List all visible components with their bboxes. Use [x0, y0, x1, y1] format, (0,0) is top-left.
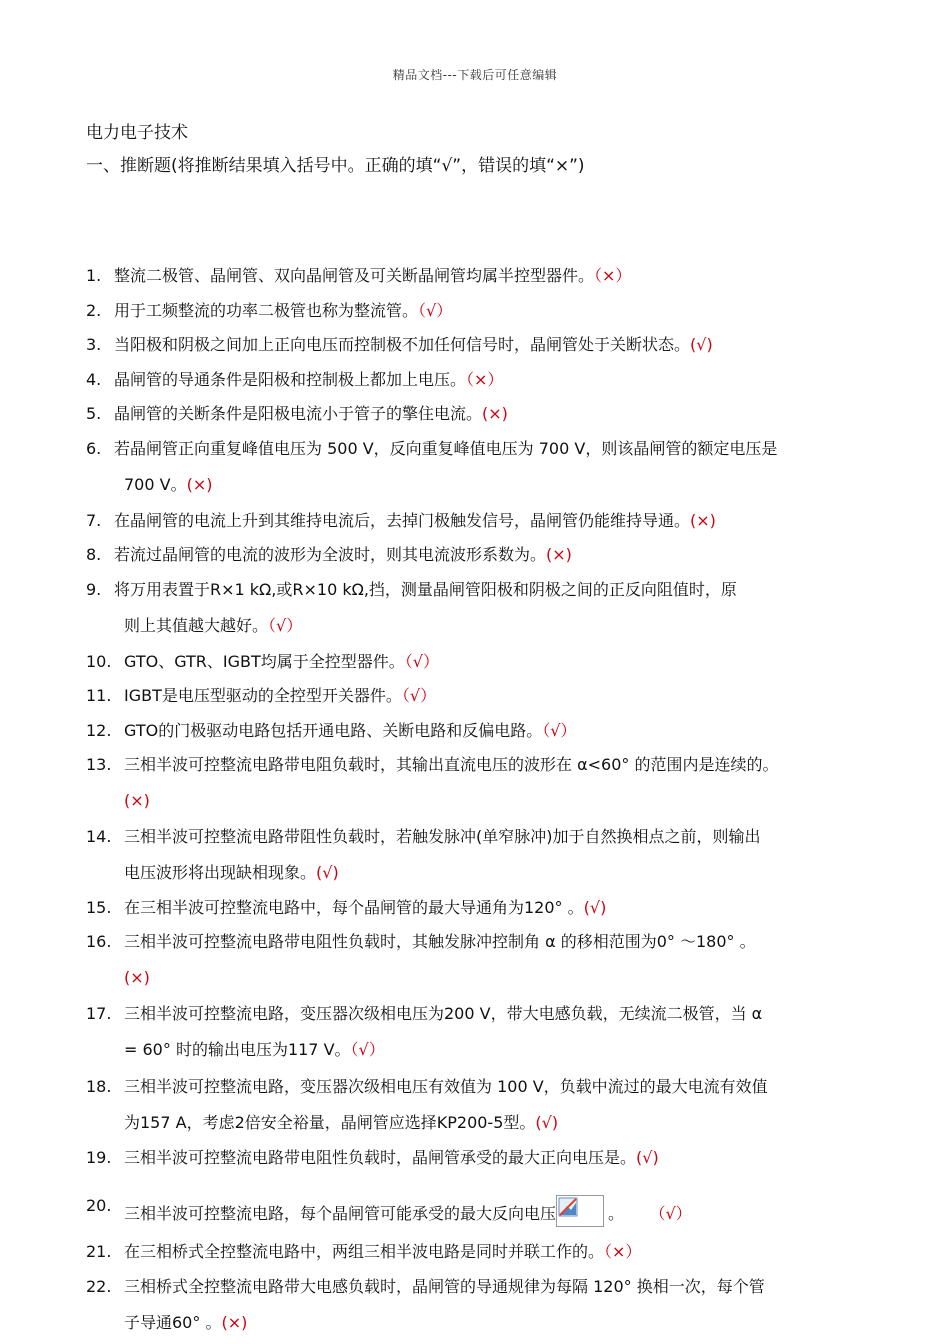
question-number: 6. [86, 439, 102, 458]
document-body [86, 118, 936, 1332]
question-number: 14. [86, 827, 112, 846]
section-heading: 一、推断题(将推断结果填入括号中。正确的填“√”，错误的填“×”) [86, 156, 585, 176]
question-text: 在晶闸管的电流上升到其维持电流后，去掉门极触发信号，晶闸管仍能维持导通。(×) [114, 511, 716, 530]
question-item [86, 1241, 936, 1263]
answer-mark: （×） [466, 370, 504, 389]
question-continuation: 子导通60° 。(×) [124, 1313, 248, 1332]
question-item [86, 1195, 936, 1227]
question-continuation: 700 V。(×) [124, 475, 213, 494]
answer-mark: (×) [186, 475, 213, 494]
answer-mark: (×) [221, 1313, 248, 1332]
question-item [86, 685, 936, 707]
question-item [86, 265, 936, 287]
question-text: 三相半波可控整流电路，变压器次级相电压有效值为 100 V，负载中流过的最大电流有效值 [124, 1077, 768, 1096]
answer-mark: (√) [583, 898, 607, 917]
question-text: 三相桥式全控整流电路带大电感负载时，晶闸管的导通规律为每隔 120° 换相一次，每个管 [124, 1277, 765, 1296]
question-text: GTO的门极驱动电路包括开通电路、关断电路和反偏电路。（√） [124, 721, 577, 740]
answer-mark: （√） [418, 301, 453, 320]
question-number: 11. [86, 686, 112, 705]
answer-mark: （√） [350, 1040, 385, 1059]
answer-mark: (×) [546, 545, 572, 564]
question-item [86, 438, 936, 496]
question-text: 三相半波可控整流电路，变压器次级相电压为200 V，带大电感负载，无续流二极管，当 α [124, 1004, 763, 1023]
question-number: 4. [86, 370, 102, 389]
answer-mark: （√） [268, 616, 303, 635]
answer-mark: (×) [124, 968, 150, 987]
question-number: 22. [86, 1277, 112, 1296]
question-number: 13. [86, 755, 112, 774]
question-item [86, 651, 936, 673]
question-number: 7. [86, 511, 102, 530]
question-item [86, 510, 936, 532]
question-number: 17. [86, 1004, 112, 1023]
question-continuation [86, 790, 936, 812]
question-text: 若晶闸管正向重复峰值电压为 500 V，反向重复峰值电压为 700 V，则该晶闸管的额定电压是 [114, 439, 778, 458]
question-item [86, 300, 936, 322]
question-item [86, 579, 936, 637]
question-text: 用于工频整流的功率二极管也称为整流管。（√） [114, 301, 453, 320]
answer-mark: （√） [404, 652, 439, 671]
question-text: 三相半波可控整流电路带电阻性负载时，其触发脉冲控制角 α 的移相范围为0° ～180° 。 [124, 932, 756, 951]
formula-image-icon [556, 1195, 604, 1227]
question-continuation: 则上其值越大越好。（√） [124, 616, 303, 635]
question-item [86, 1147, 936, 1169]
question-text: 三相半波可控整流电路带电阻负载时，其输出直流电压的波形在 α<60° 的范围内是连续的。 [124, 755, 779, 774]
question-continuation: 为157 A，考虑2倍安全裕量，晶闸管应选择KP200-5型。(√) [124, 1113, 559, 1132]
answer-mark: （√） [401, 686, 437, 705]
question-text: 若流过晶闸管的电流的波形为全波时，则其电流波形系数为。(×) [114, 545, 572, 564]
question-text: 晶闸管的导通条件是阳极和控制极上都加上电压。（×） [114, 370, 504, 389]
answer-mark: (×) [124, 791, 150, 810]
question-item [86, 931, 936, 989]
question-number: 2. [86, 301, 102, 320]
question-text: IGBT是电压型驱动的全控型开关器件。（√） [124, 686, 437, 705]
question-item [86, 826, 936, 884]
document-title: 电力电子技术 [86, 123, 188, 143]
answer-mark: (√) [316, 863, 339, 882]
question-continuation: = 60° 时的输出电压为117 V。（√） [124, 1040, 385, 1059]
answer-mark: (√) [535, 1113, 559, 1132]
question-number: 19. [86, 1148, 112, 1167]
question-text: 晶闸管的关断条件是阳极电流小于管子的擎住电流。(×) [114, 404, 508, 423]
question-number: 15. [86, 898, 112, 917]
question-text: 将万用表置于R×1 kΩ,或R×10 kΩ,挡，测量晶闸管阳极和阴极之间的正反向阻值时，原 [114, 580, 737, 599]
question-item [86, 1003, 936, 1061]
question-text: 当阳极和阴极之间加上正向电压而控制极不加任何信号时，晶闸管处于关断状态。(√) [114, 335, 713, 354]
answer-mark: （√） [649, 1204, 692, 1223]
answer-mark: （×） [594, 266, 632, 285]
question-text: 整流二极管、晶闸管、双向晶闸管及可关断晶闸管均属半控型器件。（×） [114, 266, 632, 285]
answer-mark: (×) [482, 404, 508, 423]
question-item [86, 369, 936, 391]
question-item [86, 403, 936, 425]
question-text: 在三相桥式全控整流电路中，两组三相半波电路是同时并联工作的。（×） [124, 1242, 642, 1261]
answer-mark: (×) [690, 511, 716, 530]
question-text: 三相半波可控整流电路，每个晶闸管可能承受的最大反向电压 。 （√） [86, 1195, 936, 1227]
question-text: 三相半波可控整流电路带电阻性负载时，晶闸管承受的最大正向电压是。(√) [124, 1148, 659, 1167]
question-number: 12. [86, 721, 112, 740]
question-number: 9. [86, 580, 102, 599]
answer-mark: （×） [604, 1242, 642, 1261]
question-item [86, 720, 936, 742]
question-item [86, 1276, 936, 1334]
question-item [86, 897, 936, 919]
question-continuation: 电压波形将出现缺相现象。(√) [124, 863, 339, 882]
question-number: 10. [86, 652, 112, 671]
question-item [86, 1076, 936, 1134]
question-number: 18. [86, 1077, 112, 1096]
question-number: 5. [86, 404, 102, 423]
question-number: 3. [86, 335, 102, 354]
question-continuation [86, 967, 936, 989]
question-number: 1. [86, 266, 102, 285]
question-number: 8. [86, 545, 102, 564]
answer-mark: (√) [690, 335, 713, 354]
question-item [86, 334, 936, 356]
answer-mark: (√) [636, 1148, 659, 1167]
question-number: 16. [86, 932, 112, 951]
question-text: 在三相半波可控整流电路中，每个晶闸管的最大导通角为120° 。(√) [124, 898, 607, 917]
question-number: 21. [86, 1242, 112, 1261]
question-item [86, 754, 936, 812]
question-text: 三相半波可控整流电路带阻性负载时，若触发脉冲(单窄脉冲)加于自然换相点之前，则输出 [124, 827, 761, 846]
question-number: 20. [86, 1196, 112, 1215]
question-item [86, 544, 936, 566]
question-text: GTO、GTR、IGBT均属于全控型器件。（√） [124, 652, 439, 671]
page-header: 精品文档---下载后可任意编辑 [392, 68, 558, 82]
answer-mark: （√） [542, 721, 577, 740]
